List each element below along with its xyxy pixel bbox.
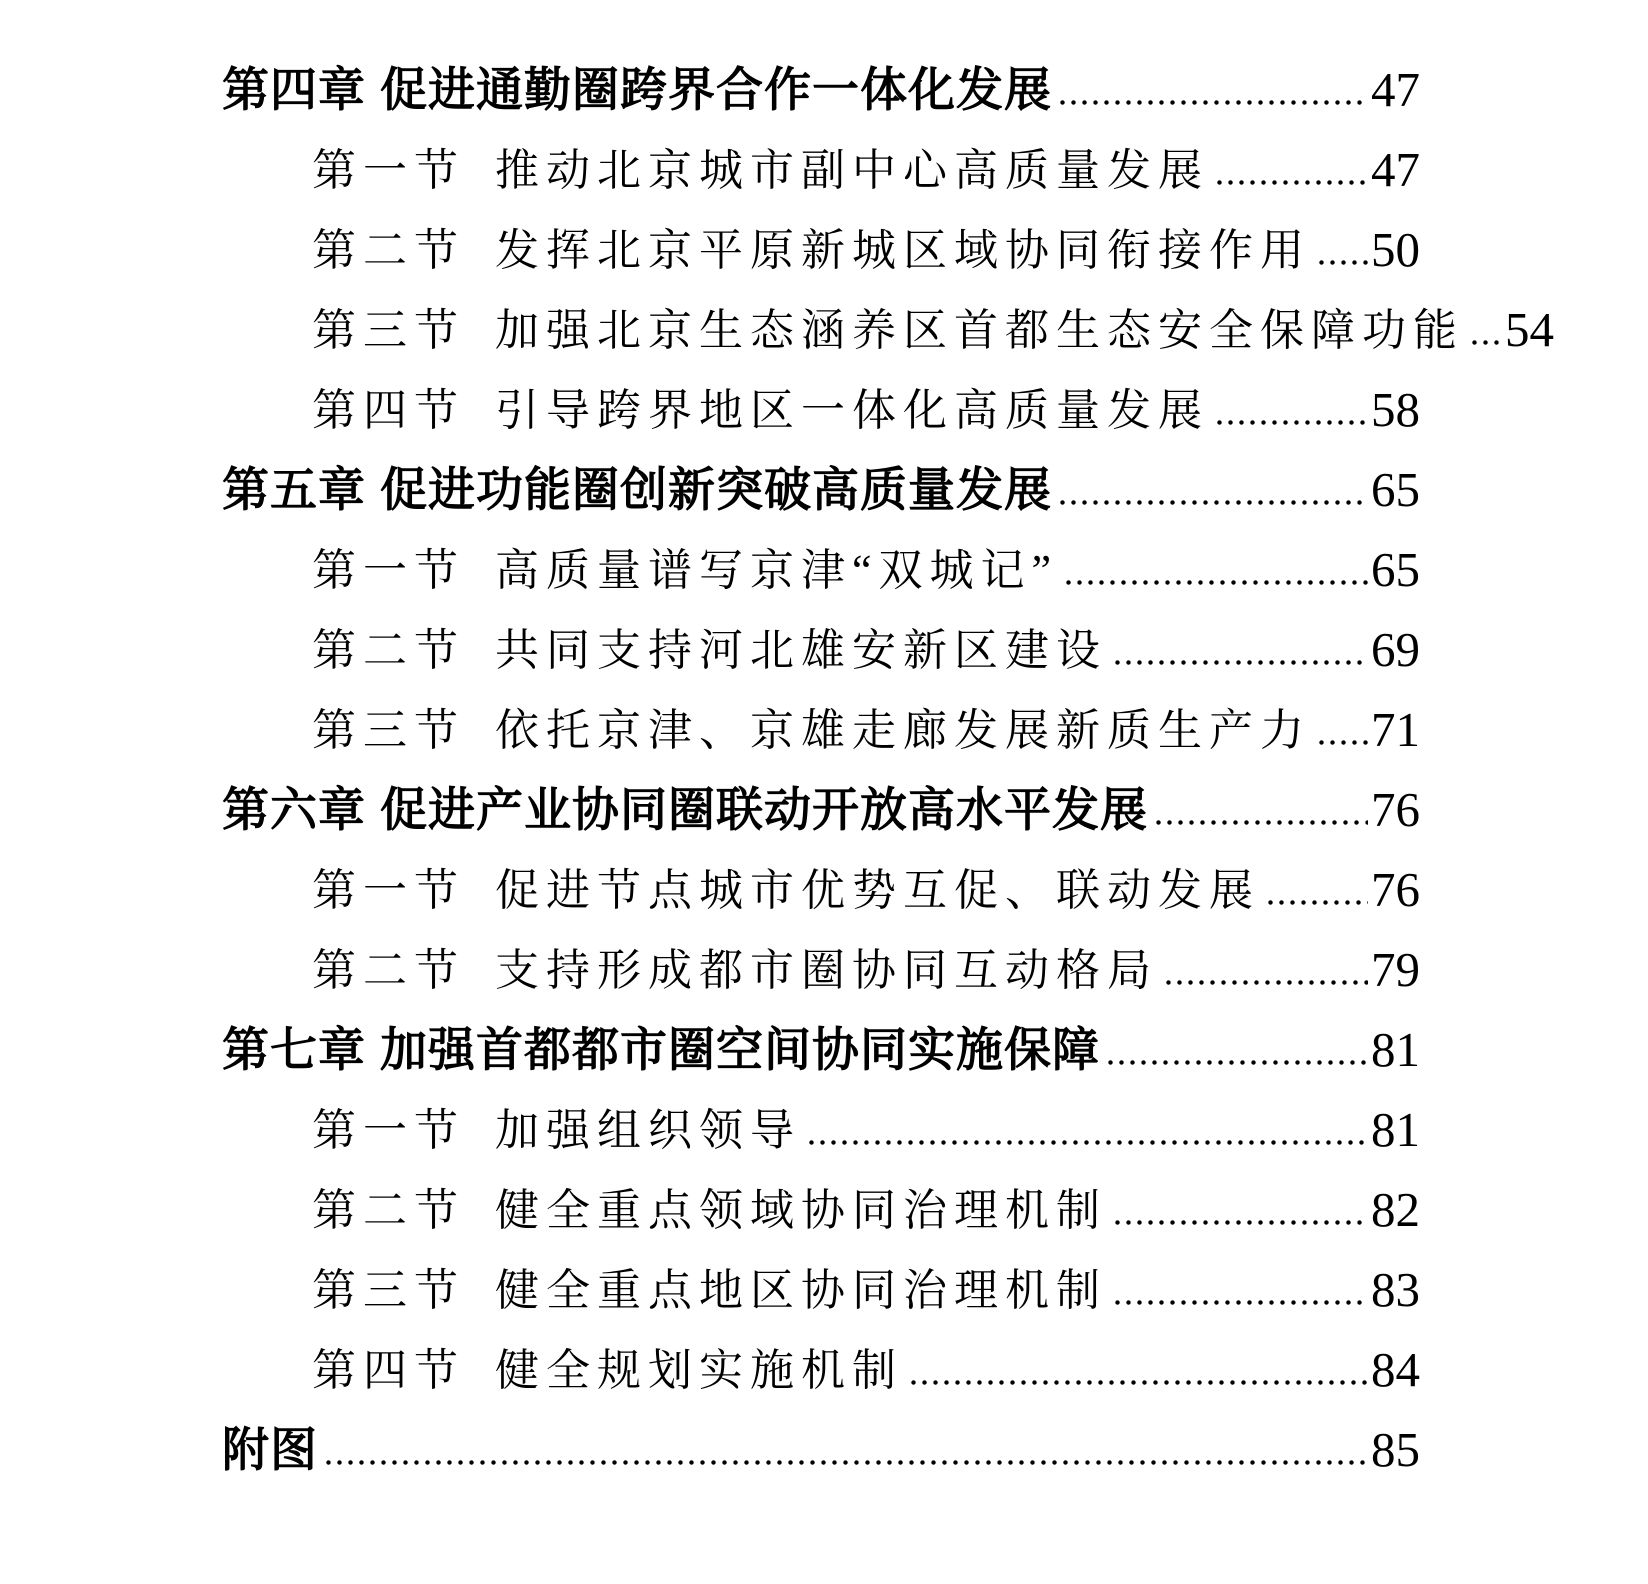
toc-entry <box>222 842 1420 922</box>
dot-leader <box>1156 820 1368 825</box>
dot-leader <box>1066 580 1368 585</box>
toc-entry-page-number: 82 <box>1371 1182 1420 1237</box>
toc-entry <box>222 1402 1420 1482</box>
toc-entry <box>222 282 1554 362</box>
dot-leader <box>1166 980 1368 985</box>
dot-leader <box>1319 260 1368 265</box>
toc-entry-page-number: 58 <box>1371 382 1420 437</box>
toc-entry <box>222 1162 1420 1242</box>
toc-entry <box>222 522 1420 602</box>
toc-entry-label: 第二节 健全重点领域协同治理机制 <box>312 1186 1107 1235</box>
toc-entry-page-number: 83 <box>1371 1262 1420 1317</box>
dot-leader <box>1115 1300 1368 1305</box>
toc-entry-page-number: 47 <box>1371 142 1420 197</box>
dot-leader <box>1060 500 1368 505</box>
toc-entry-label: 第一节 推动北京城市副中心高质量发展 <box>312 146 1209 195</box>
toc-entry <box>222 442 1420 522</box>
toc-entry-label: 第三节 加强北京生态涵养区首都生态安全保障功能 <box>312 306 1464 355</box>
toc-entry <box>222 202 1420 282</box>
toc-entry-page-number: 81 <box>1371 1102 1420 1157</box>
toc-entry <box>222 762 1420 842</box>
dot-leader <box>1268 900 1368 905</box>
toc-entry-page-number: 50 <box>1371 222 1420 277</box>
dot-leader <box>809 1140 1368 1145</box>
dot-leader <box>1115 660 1368 665</box>
toc-entry <box>222 42 1420 122</box>
toc-entry <box>222 1002 1420 1082</box>
dot-leader <box>911 1380 1368 1385</box>
toc-entry <box>222 362 1420 442</box>
dot-leader <box>326 1460 1368 1465</box>
toc-entry <box>222 602 1420 682</box>
toc-entry-page-number: 47 <box>1371 62 1420 117</box>
toc-entry-page-number: 84 <box>1371 1342 1420 1397</box>
toc-entry-label: 第七章 加强首都都市圈空间协同实施保障 <box>222 1023 1101 1076</box>
dot-leader <box>1060 100 1368 105</box>
toc-entry-label: 第二节 发挥北京平原新城区域协同衔接作用 <box>312 226 1311 275</box>
toc-entry-label: 第四节 健全规划实施机制 <box>312 1346 903 1395</box>
toc-entry-page-number: 65 <box>1371 462 1420 517</box>
toc-entry-label: 第一节 加强组织领导 <box>312 1106 801 1155</box>
toc-entry-page-number: 85 <box>1371 1422 1420 1477</box>
toc-entry-label: 第五章 促进功能圈创新突破高质量发展 <box>222 463 1053 516</box>
dot-leader <box>1217 420 1368 425</box>
toc-entry-page-number: 71 <box>1371 702 1420 757</box>
toc-entry-page-number: 76 <box>1371 782 1420 837</box>
dot-leader <box>1115 1220 1368 1225</box>
toc-entry <box>222 922 1420 1002</box>
toc-entry-label: 第一节 促进节点城市优势互促、联动发展 <box>312 866 1260 915</box>
toc-entry-label: 第四节 引导跨界地区一体化高质量发展 <box>312 386 1209 435</box>
toc-entry-label: 第二节 支持形成都市圈协同互动格局 <box>312 946 1158 995</box>
dot-leader <box>1319 740 1368 745</box>
toc-entry-label: 第二节 共同支持河北雄安新区建设 <box>312 626 1107 675</box>
toc-entry-page-number: 81 <box>1371 1022 1420 1077</box>
dot-leader <box>1472 340 1502 345</box>
toc-entry-page-number: 79 <box>1371 942 1420 997</box>
toc-entry-label: 第四章 促进通勤圈跨界合作一体化发展 <box>222 63 1053 116</box>
toc-entry-label: 第一节 高质量谱写京津“双城记” <box>312 546 1059 595</box>
toc-entry <box>222 1242 1420 1322</box>
toc-entry-label: 附图 <box>222 1423 318 1476</box>
toc-entry-label: 第三节 依托京津、京雄走廊发展新质生产力 <box>312 706 1311 755</box>
toc-entry <box>222 122 1420 202</box>
dot-leader <box>1217 180 1368 185</box>
dot-leader <box>1108 1060 1368 1065</box>
toc-entry <box>222 682 1420 762</box>
toc-entry-page-number: 76 <box>1371 862 1420 917</box>
toc-entry-label: 第六章 促进产业协同圈联动开放高水平发展 <box>222 783 1149 836</box>
toc-entry-label: 第三节 健全重点地区协同治理机制 <box>312 1266 1107 1315</box>
toc-entry-page-number: 54 <box>1505 302 1554 357</box>
toc-entry <box>222 1322 1420 1402</box>
toc-entry-page-number: 65 <box>1371 542 1420 597</box>
toc-entry <box>222 1082 1420 1162</box>
toc-entry-page-number: 69 <box>1371 622 1420 677</box>
